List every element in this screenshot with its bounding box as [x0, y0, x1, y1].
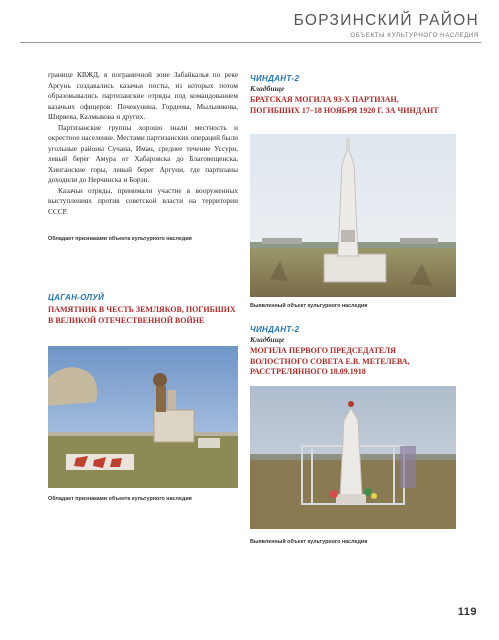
grave-photo [250, 386, 456, 529]
obelisk-photo [250, 134, 456, 297]
grave-photo-image [250, 386, 456, 529]
object-title: ПАМЯТНИК В ЧЕСТЬ ЗЕМЛЯКОВ, ПОГИБШИХ В ВЕЛИКОЙ ОТЕЧЕСТВЕННОЙ ВОЙНЕ [48, 305, 236, 325]
paragraph: границе КВЖД, в пограничной зоне Забайкалья по реке Аргунь создавались казачьи посты, из которых потом образовывались партизанские отряды под командованием казачьих офицеров: Почекунина, Гордеева, Мыльникова, Ширяева, Калмыкова и других. [48, 70, 238, 121]
section-subtitle: ОБЪЕКТЫ КУЛЬТУРНОГО НАСЛЕДИЯ [350, 32, 479, 39]
paragraph: Партизанские группы хорошо знали местность и окрестное население. Местами партизанских операций были угольные районы Сучана, Иман, среднее течение Уссури, левый берег Амура от Хабаровска до Благовещенска, Хинганские горы, левый берег Аргуни, где партизаны доходили до Нерчинска и Борзи. [48, 122, 238, 184]
object-title: МОГИЛА ПЕРВОГО ПРЕДСЕДАТЕЛЯ ВОЛОСТНОГО СОВЕТА Е.В. МЕТЕЛЕВА, РАССТРЕЛЯННОГО 18.09.1918 [250, 346, 410, 376]
heritage-status-label: Выявленный объект культурного наследия [250, 539, 368, 545]
paragraph: Казачьи отряды, принимали участие в вооруженных выступлениях против советской власти на территории СССР. [48, 185, 238, 216]
header-divider [20, 42, 481, 43]
object-title: БРАТСКАЯ МОГИЛА 93-Х ПАРТИЗАН, ПОГИБШИХ 17–18 НОЯБРЯ 1920 Г. ЗА ЧИНДАНТ [250, 95, 439, 115]
body-text [48, 70, 238, 217]
section-title: БОРЗИНСКИЙ РАЙОН [293, 12, 479, 29]
page-number: 119 [457, 606, 477, 618]
object-kind: Кладбище [250, 335, 285, 344]
location-label: ЧИНДАНТ-2 [250, 74, 300, 83]
heritage-status-label: Выявленный объект культурного наследия [250, 303, 368, 309]
heritage-status-label: Обладает признаками объекта культурного наследия [48, 236, 192, 242]
war-memorial-photo-image [48, 346, 238, 488]
heritage-status-label: Обладает признаками объекта культурного наследия [48, 496, 192, 502]
war-memorial-photo [48, 346, 238, 488]
location-label: ЧИНДАНТ-2 [250, 325, 300, 334]
obelisk-photo-image [250, 134, 456, 297]
object-kind: Кладбище [250, 84, 285, 93]
location-label: ЦАГАН-ОЛУЙ [48, 293, 105, 302]
